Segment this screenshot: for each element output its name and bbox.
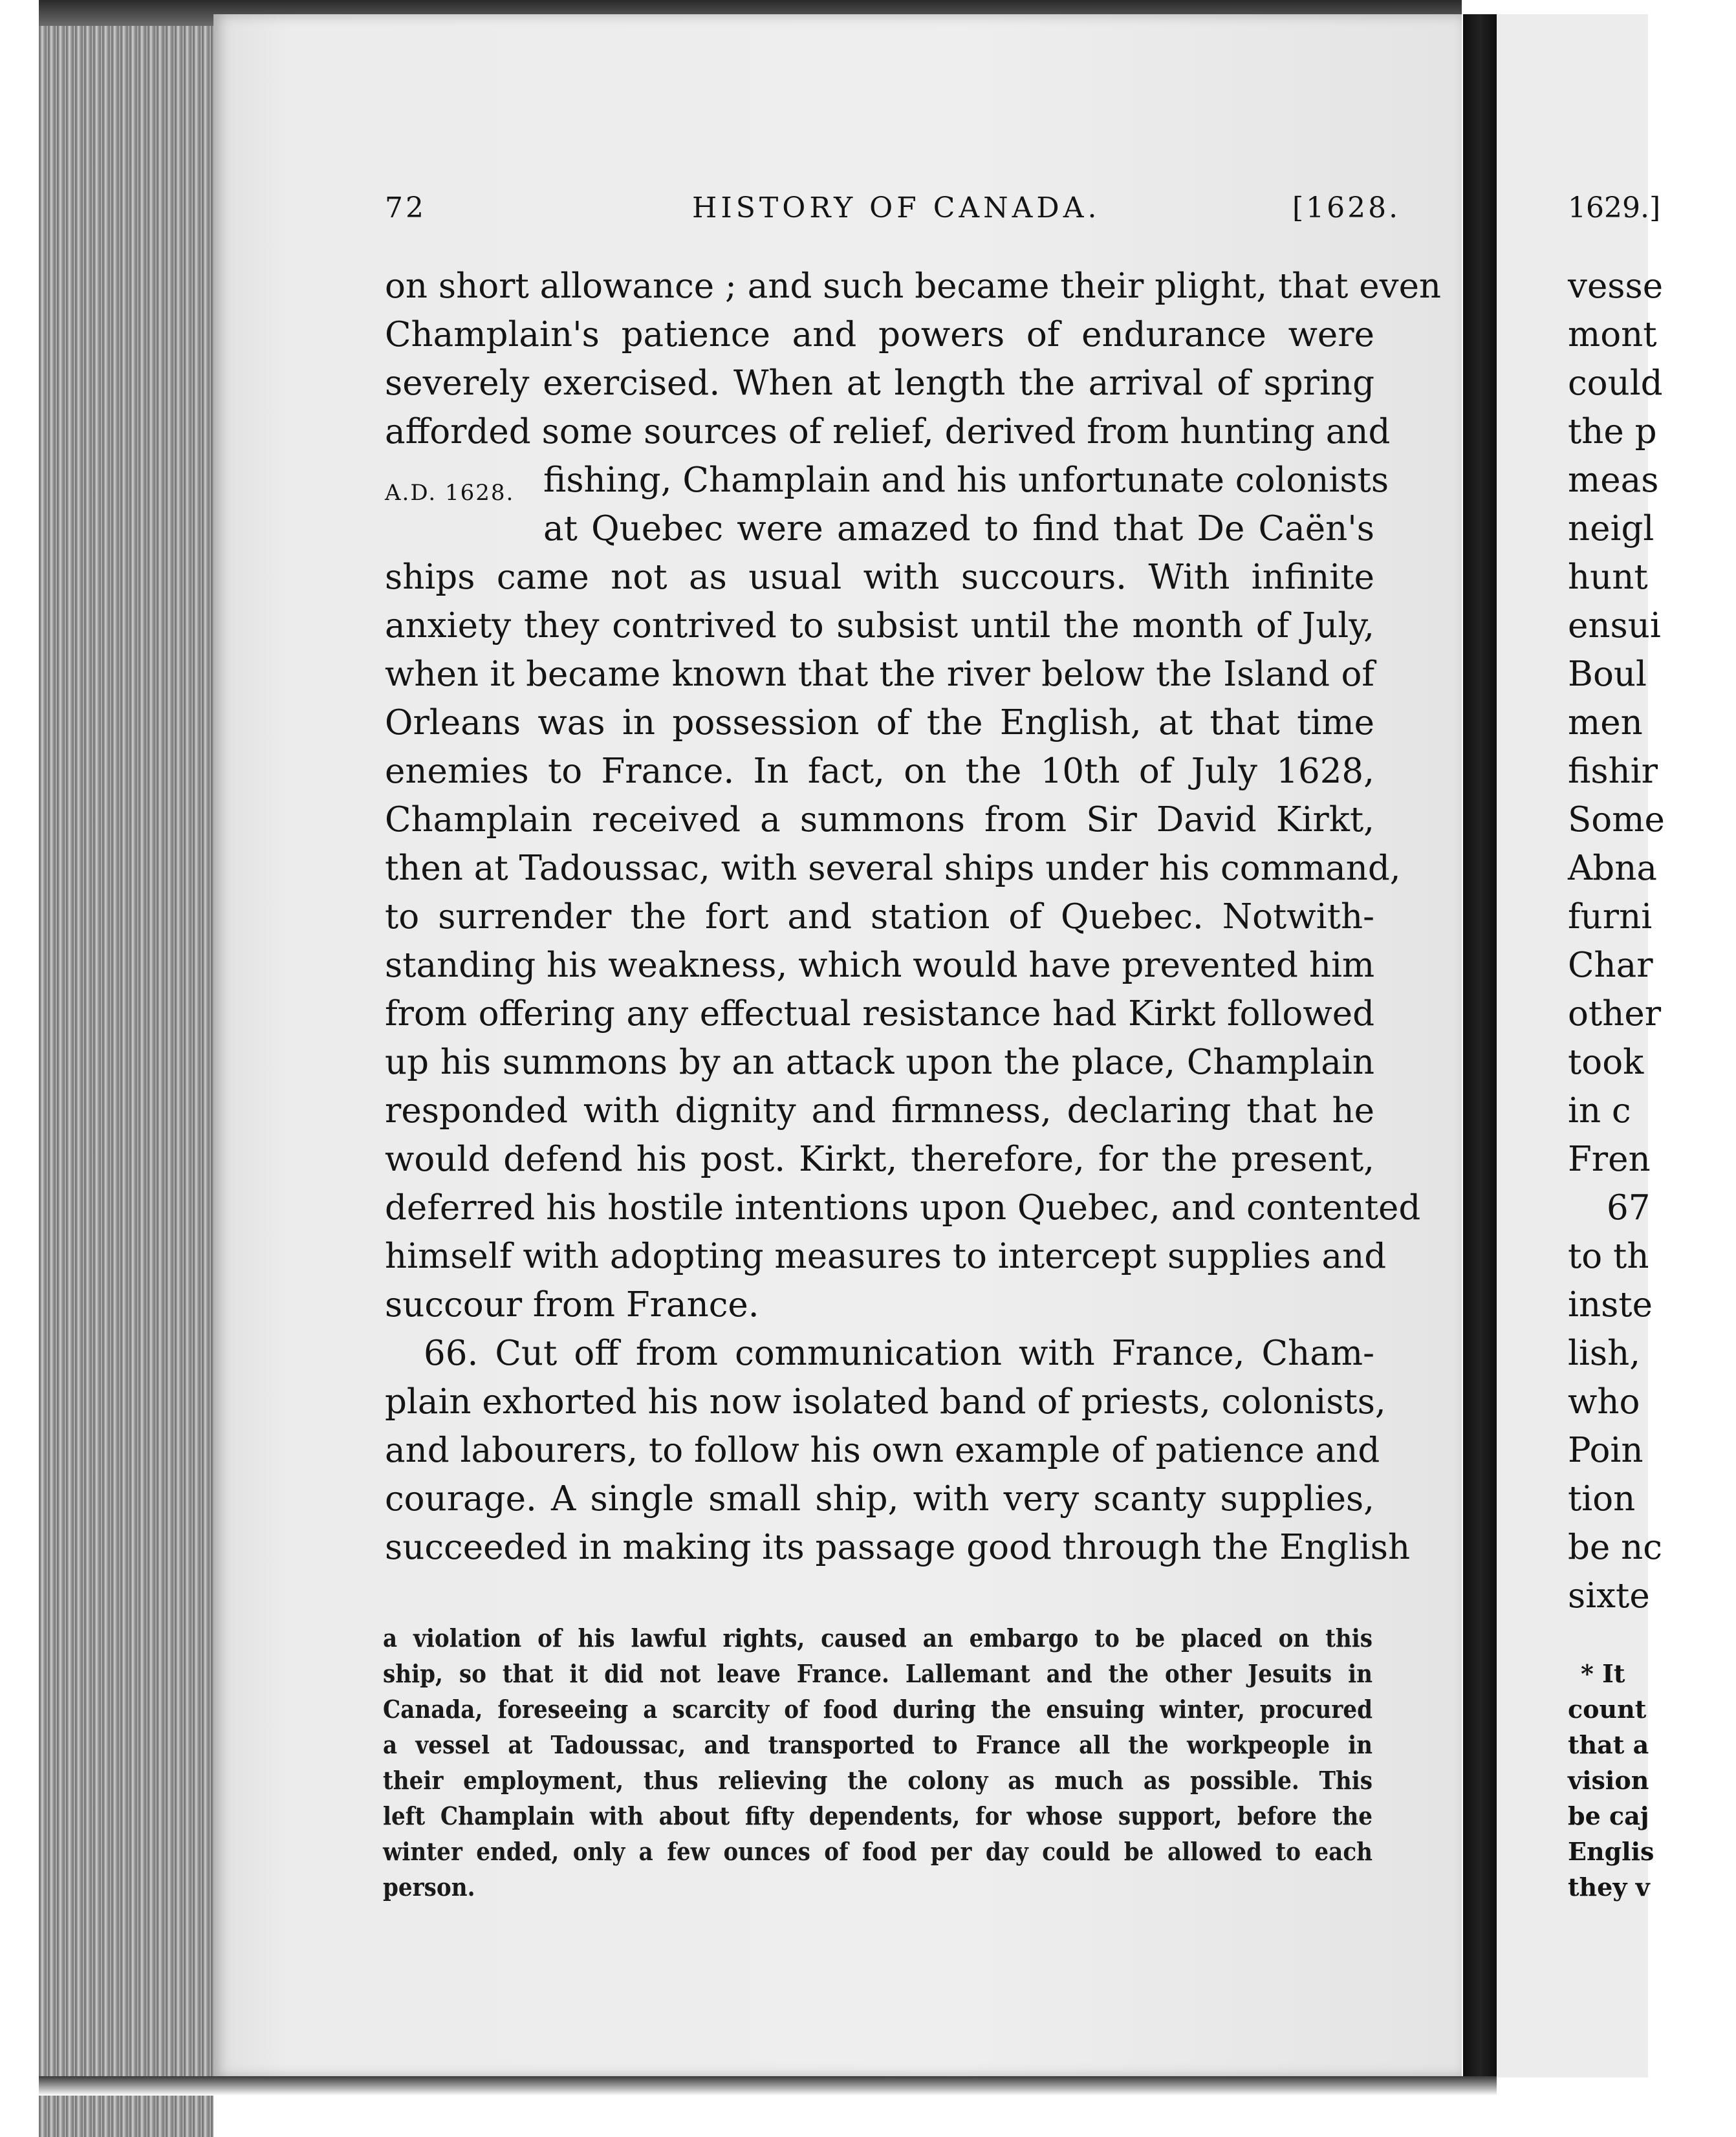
facing-line-fragment: meas: [1568, 461, 1659, 500]
body-line: standing his weakness, which would have prevented him: [385, 946, 1375, 985]
facing-footnote-fragment: that a: [1568, 1730, 1649, 1759]
facing-line-fragment: be nc: [1568, 1528, 1662, 1567]
facing-line-fragment: mont: [1568, 315, 1657, 354]
facing-line-fragment: Poin: [1568, 1431, 1644, 1470]
body-line: to surrender the fort and station of Quebec. Notwith-: [385, 897, 1374, 937]
footnote-line: person.: [383, 1872, 475, 1902]
facing-line-fragment: who: [1568, 1382, 1640, 1422]
facing-line-fragment: ensui: [1568, 606, 1661, 645]
facing-line-fragment: Char: [1568, 946, 1653, 985]
facing-line-fragment: inste: [1568, 1285, 1653, 1325]
facing-line-fragment: the p: [1568, 412, 1657, 451]
body-line: Champlain's patience and powers of endurance were: [385, 315, 1374, 354]
footnote-line: Canada, foreseeing a scarcity of food during the ensuing winter, procured: [383, 1695, 1373, 1724]
footnote-line: a violation of his lawful rights, caused an embargo to be placed on this: [383, 1623, 1373, 1653]
facing-line-fragment: Boul: [1568, 655, 1647, 694]
facing-line-fragment: to th: [1568, 1237, 1649, 1276]
body-line: enemies to France. In fact, on the 10th of July 1628,: [385, 752, 1374, 791]
body-line: and labourers, to follow his own example of patience and: [385, 1431, 1380, 1470]
footnote-line: their employment, thus relieving the colony as much as possible. This: [383, 1766, 1373, 1795]
scan-bottom-border: [39, 2076, 1497, 2096]
body-line: Champlain received a summons from Sir David Kirkt,: [385, 800, 1374, 840]
body-line: responded with dignity and firmness, declaring that he: [385, 1091, 1374, 1131]
facing-line-fragment: could: [1568, 363, 1663, 403]
facing-footnote-fragment: vision: [1568, 1766, 1649, 1795]
body-line: deferred his hostile intentions upon Quebec, and contented: [385, 1188, 1421, 1228]
footnote-line: winter ended, only a few ounces of food per day could be allowed to each: [383, 1837, 1373, 1866]
facing-page-header: 1629.]: [1568, 191, 1661, 224]
body-line: anxiety they contrived to subsist until the month of July,: [385, 606, 1374, 645]
facing-footnote-fragment: be caj: [1568, 1801, 1649, 1830]
facing-line-fragment: furni: [1568, 897, 1653, 937]
body-line: Orleans was in possession of the English, at that time: [385, 703, 1374, 743]
body-line: 66. Cut off from communication with France, Cham-: [424, 1334, 1374, 1373]
facing-line-fragment: fishir: [1568, 752, 1658, 791]
facing-footnote-fragment: they v: [1568, 1872, 1650, 1902]
facing-line-fragment: sixte: [1568, 1576, 1650, 1616]
facing-line-fragment: hunt: [1568, 558, 1648, 597]
margin-note: A.D. 1628.: [385, 480, 515, 506]
footnote-line: left Champlain with about fifty dependents, for whose support, before the: [383, 1801, 1373, 1830]
facing-line-fragment: 67: [1607, 1188, 1651, 1228]
footnote-line: ship, so that it did not leave France. Lallemant and the other Jesuits in: [383, 1659, 1373, 1688]
facing-line-fragment: vesse: [1568, 266, 1664, 306]
body-line: courage. A single small ship, with very scanty supplies,: [385, 1479, 1374, 1519]
facing-line-fragment: tion: [1568, 1479, 1636, 1519]
body-line: severely exercised. When at length the arrival of spring: [385, 363, 1374, 403]
facing-line-fragment: in c: [1568, 1091, 1631, 1131]
book-gutter: [1463, 14, 1497, 2077]
facing-line-fragment: took: [1568, 1043, 1644, 1082]
body-line: on short allowance ; and such became their plight, that even: [385, 266, 1442, 306]
facing-line-fragment: Some: [1568, 800, 1665, 840]
facing-footnote-fragment: count: [1568, 1695, 1647, 1724]
body-line: fishing, Champlain and his unfortunate colonists: [543, 461, 1389, 500]
body-line: succeeded in making its passage good through the English: [385, 1528, 1411, 1567]
facing-line-fragment: men: [1568, 703, 1643, 743]
body-line: afforded some sources of relief, derived from hunting and: [385, 412, 1391, 451]
body-line: succour from France.: [385, 1285, 759, 1325]
body-line: would defend his post. Kirkt, therefore, for the present,: [385, 1140, 1374, 1179]
body-line: plain exhorted his now isolated band of priests, colonists,: [385, 1382, 1386, 1422]
body-line: then at Tadoussac, with several ships under his command,: [385, 849, 1401, 888]
page-number: 72: [385, 191, 426, 224]
facing-line-fragment: lish,: [1568, 1334, 1641, 1373]
facing-line-fragment: neigl: [1568, 509, 1655, 548]
footnote-line: a vessel at Tadoussac, and transported to France all the workpeople in: [383, 1730, 1373, 1759]
facing-line-fragment: other: [1568, 994, 1662, 1034]
running-title: HISTORY OF CANADA.: [692, 191, 1101, 224]
header-year: [1628.: [1292, 191, 1401, 224]
body-line: up his summons by an attack upon the place, Champlain: [385, 1043, 1374, 1082]
body-line: at Quebec were amazed to find that De Caën's: [543, 509, 1374, 548]
facing-line-fragment: Abna: [1568, 849, 1657, 888]
body-line: when it became known that the river below the Island of: [385, 655, 1374, 694]
facing-footnote-fragment: * It: [1581, 1659, 1625, 1688]
body-line: from offering any effectual resistance had Kirkt followed: [385, 994, 1374, 1034]
facing-footnote-fragment: Englis: [1568, 1837, 1655, 1866]
body-line: ships came not as usual with succours. With infinite: [385, 558, 1374, 597]
stacked-page-edges: [39, 0, 213, 2137]
body-line: himself with adopting measures to intercept supplies and: [385, 1237, 1387, 1276]
facing-line-fragment: Fren: [1568, 1140, 1651, 1179]
